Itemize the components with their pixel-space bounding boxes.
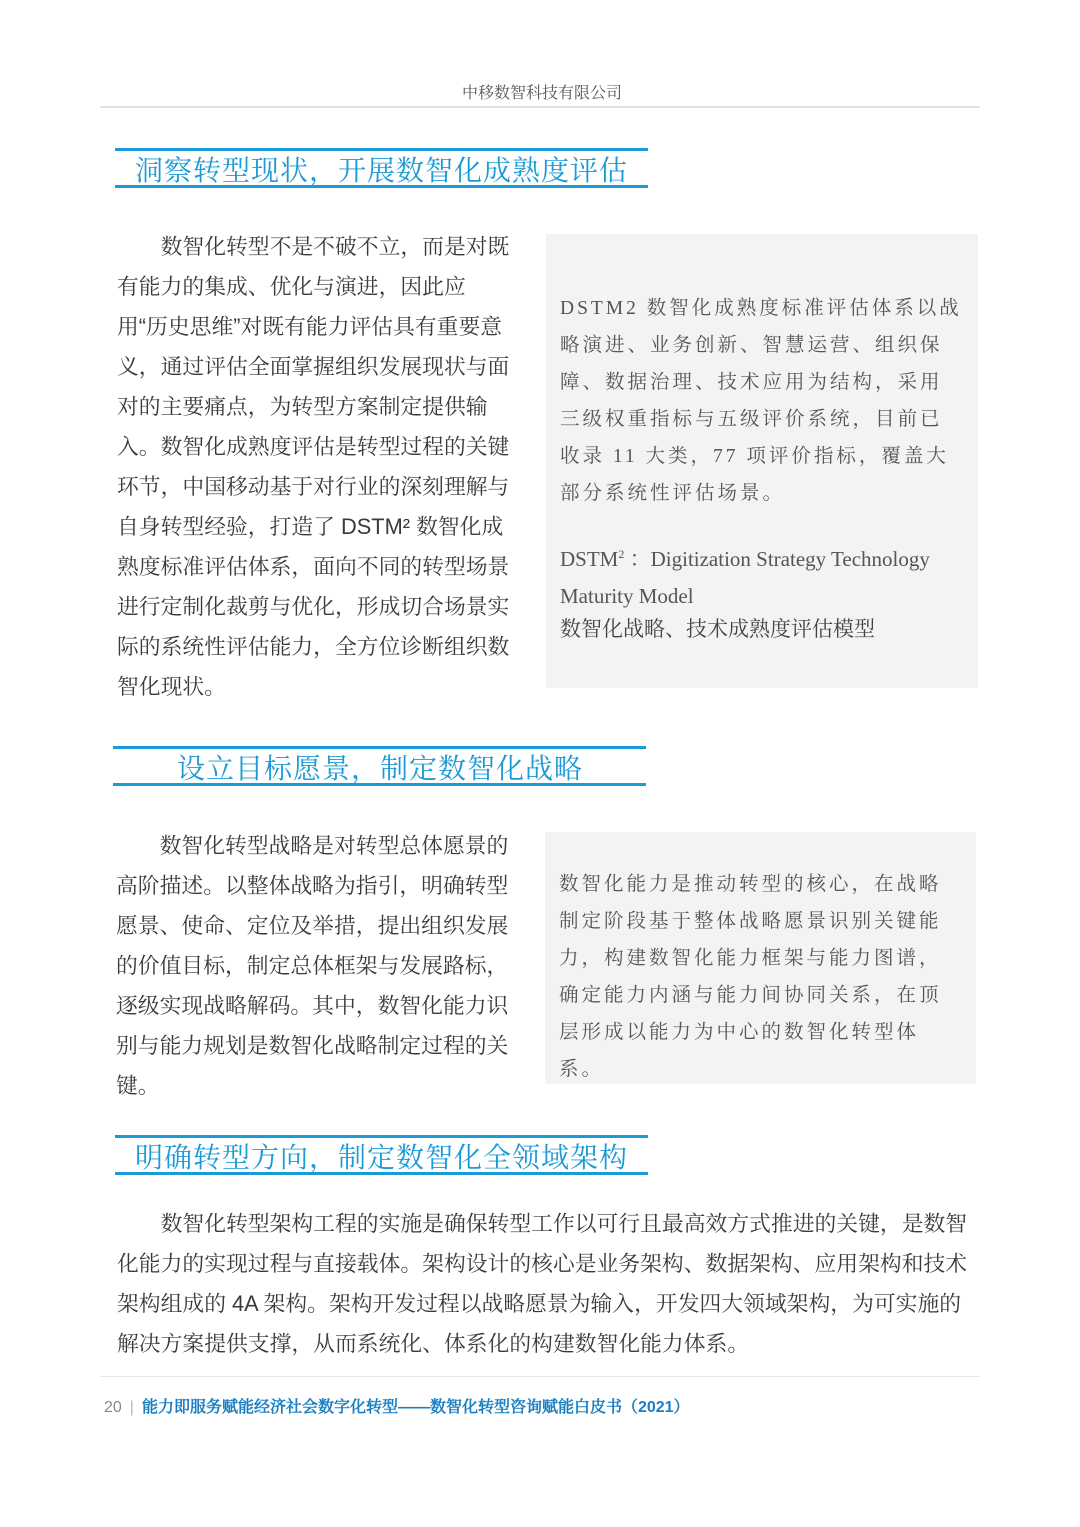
page-header-company: 中移数智科技有限公司 [461, 85, 622, 102]
publication-title: 能力即服务赋能经济社会数字化转型——数智化转型咨询赋能白皮书（2021） [141, 1399, 690, 1416]
term-chinese: 数智化战略、技术成熟度评估模型 [560, 618, 875, 641]
sidebar-box-dstm [546, 234, 978, 688]
term-definition [560, 536, 964, 615]
term-superscript: 2 [618, 547, 625, 561]
page-footer [104, 1394, 690, 1417]
section-title-maturity-assessment: 洞察转型现状，开展数智化成熟度评估 [115, 148, 648, 188]
page-number: 20 [104, 1399, 122, 1416]
section-body-maturity-assessment: 数智化转型不是不破不立，而是对既有能力的集成、优化与演进，因此应用“历史思维”对既有能力评估具有重要意义，通过评估全面掌握组织发展现状与面对的主要痛点，为转型方案制定提供输入。数智化成熟度评估是转型过程的关键环节，中国移动基于对行业的深刻理解与自身转型经验，打造了 DSTM² 数智化成熟度标准评估体系，面向不同的转型场景进行定制化裁剪与优化，形成切合场景实际的系统性评估能力，全方位诊断组织数智化现状。 [117, 234, 510, 699]
sidebar-text: DSTM2 数智化成熟度标准评估体系以战略演进、业务创新、智慧运营、组织保障、数据治理、技术应用为结构，采用三级权重指标与五级评价系统，目前已收录 11 大类，77 项评价指标，覆盖大部分系统性评估场景。 [560, 298, 962, 504]
sidebar-text: 数智化能力是推动转型的核心，在战略制定阶段基于整体战略愿景识别关键能力，构建数智化能力框架与能力图谱，确定能力内涵与能力间协同关系，在顶层形成以能力为中心的数智化转型体系。 [559, 874, 942, 1080]
term-def: ：Digitization Strategy Technology Maturity Model [560, 547, 930, 608]
footer-divider [100, 1376, 980, 1377]
header-divider [100, 106, 980, 108]
footer-separator: | [129, 1399, 134, 1416]
section-body-strategy: 数智化转型战略是对转型总体愿景的高阶描述。以整体战略为指引，明确转型愿景、使命、定位及举措，提出组织发展的价值目标，制定总体框架与发展路标，逐级实现战略解码。其中，数智化能力识别与能力规划是数智化战略制定过程的关键。 [116, 833, 509, 1098]
term: DSTM [560, 547, 619, 571]
section-title-architecture: 明确转型方向，制定数智化全领域架构 [115, 1135, 648, 1175]
section-title-strategy: 设立目标愿景，制定数智化战略 [113, 746, 646, 786]
section-body-architecture: 数智化转型架构工程的实施是确保转型工作以可行且最高效方式推进的关键，是数智化能力的实现过程与直接载体。架构设计的核心是业务架构、数据架构、应用架构和技术架构组成的 4A 架构。架构开发过程以战略愿景为输入，开发四大领域架构，为可实施的解决方案提供支撑，从而系统化、体系化的构建数智化能力体系。 [117, 1211, 968, 1356]
sidebar-box-capability [545, 832, 976, 1084]
